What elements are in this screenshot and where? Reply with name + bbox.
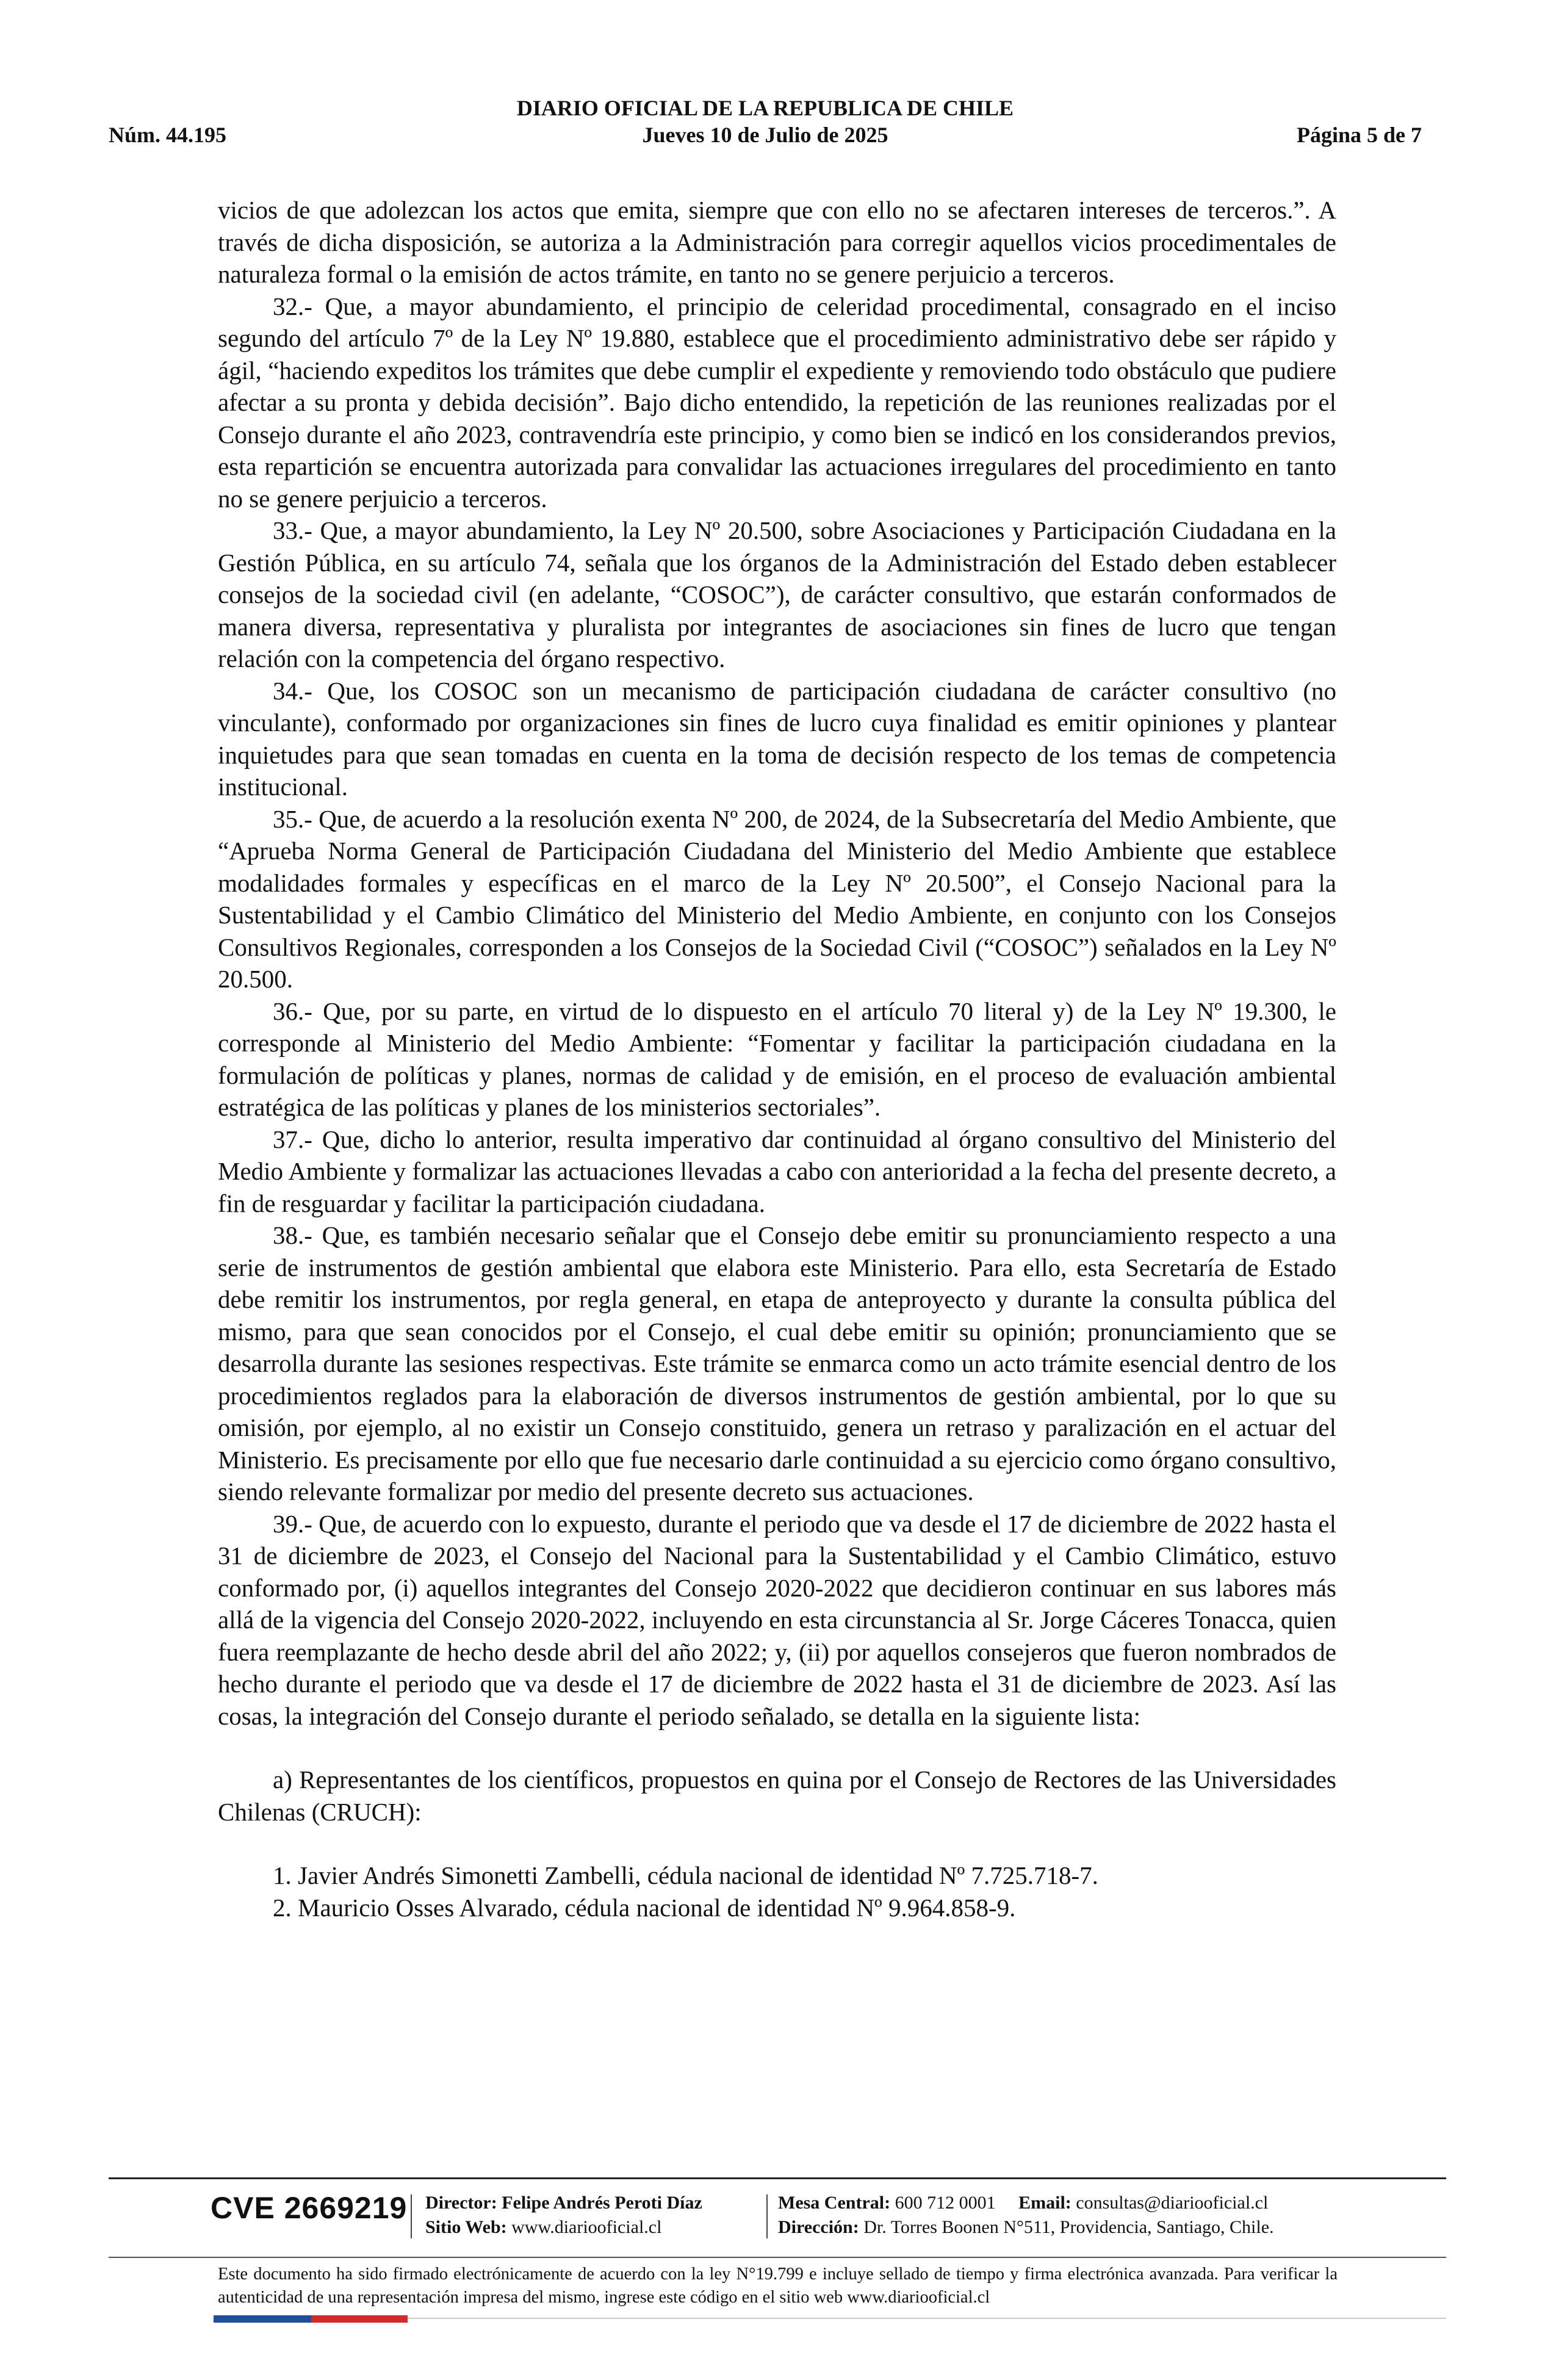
flag-red-segment <box>311 2315 408 2323</box>
director-name: Felipe Andrés Peroti Díaz <box>502 2193 702 2213</box>
paragraph-38: 38.- Que, es también necesario señalar que el Consejo debe emitir su pronunciamiento respecto a una serie de instrumentos de gestión ambiental que elabora este Ministerio. Para ello, esta Secretaría de Estado debe remitir los instrumentos, por regla general, en etapa de anteproyecto y durante la consulta pública del mismo, para que sean conocidos por el Consejo, el cual debe emitir su opinión; pronunciamiento que se desarrolla durante las sesiones respectivas. Este trámite se enmarca como un acto trámite esencial dentro de los procedimientos reglados para la elaboración de diversos instrumentos de gestión ambiental, por lo que su omisión, por ejemplo, al no existir un Consejo constituido, genera un retraso y paralización en el actuar del Ministerio. Es precisamente por ello que fue necesario darle continuidad a su ejercicio como órgano consultivo, siendo relevante formalizar por medio del presente decreto sus actuaciones. <box>218 1221 1336 1506</box>
website-link[interactable]: www.diariooficial.cl <box>511 2217 662 2237</box>
issue-number: Núm. 44.195 <box>109 123 227 147</box>
list-item: 1. Javier Andrés Simonetti Zambelli, cédula nacional de identidad Nº 7.725.718-7. <box>273 1861 1098 1889</box>
mesa-label: Mesa Central: <box>778 2193 891 2213</box>
document-body <box>218 194 1336 1924</box>
email-link[interactable]: consultas@diariooficial.cl <box>1076 2193 1269 2213</box>
paragraph-37: 37.- Que, dicho lo anterior, resulta imperativo dar continuidad al órgano consultivo del Ministerio del Medio Ambiente y formalizar las actuaciones llevadas a cabo con anterioridad a la fecha del presente decreto, a fin de resguardar y facilitar la participación ciudadana. <box>218 1125 1336 1217</box>
page-number: Página 5 de 7 <box>1296 123 1422 147</box>
footer-divider <box>109 2177 1446 2179</box>
paragraph-continued: vicios de que adolezcan los actos que emita, siempre que con ello no se afectaren intereses de terceros.”. A través de dicha disposición, se autoriza a la Administración para corregir aquellos vicios procedimentales de naturaleza formal o la emisión de actos trámite, en tanto no se genere perjuicio a terceros. <box>218 196 1336 288</box>
bottom-rule <box>408 2318 1446 2319</box>
flag-blue-segment <box>214 2315 311 2323</box>
footer-separator <box>766 2194 768 2238</box>
footer-divider-secondary <box>109 2257 1446 2258</box>
issue-date: Jueves 10 de Julio de 2025 <box>642 123 888 147</box>
paragraph-34: 34.- Que, los COSOC son un mecanismo de participación ciudadana de carácter consultivo (no vinculante), conformado por organizaciones sin fines de lucro cuya finalidad es emitir opiniones y plantear inquietudes para que sean tomadas en cuenta en la toma de decisión respecto de los temas de competencia institucional. <box>218 676 1336 801</box>
mesa-phone: 600 712 0001 <box>895 2193 996 2213</box>
paragraph-35: 35.- Que, de acuerdo a la resolución exenta Nº 200, de 2024, de la Subsecretaría del Medio Ambiente, que “Aprueba Norma General de Participación Ciudadana del Ministerio del Medio Ambiente que establece modalidades formales y específicas en el marco de la Ley Nº 20.500”, el Consejo Nacional para la Sustentabilidad y el Cambio Climático del Ministerio del Medio Ambiente, en conjunto con los Consejos Consultivos Regionales, corresponden a los Consejos de la Sociedad Civil (“COSOC”) señalados en la Ley Nº 20.500. <box>218 804 1336 993</box>
director-label: Director: <box>425 2193 497 2213</box>
paragraph-32: 32.- Que, a mayor abundamiento, el principio de celeridad procedimental, consagrado en el inciso segundo del artículo 7º de la Ley Nº 19.880, establece que el procedimiento administrativo debe ser rápido y ágil, “haciendo expeditos los trámites que debe cumplir el expediente y removiendo todo obstáculo que pudiere afectar a su pronta y debida decisión”. Bajo dicho entendido, la repetición de las reuniones realizadas por el Consejo durante el año 2023, contravendría este principio, y como bien se indicó en los considerandos previos, esta repartición se encuentra autorizada para convalidar las actuaciones irregulares del procedimiento en tanto no se genere perjuicio a terceros. <box>218 292 1336 513</box>
member-list <box>218 1859 1336 1924</box>
email-label: Email: <box>1018 2193 1072 2213</box>
page-header <box>109 90 1422 157</box>
signature-notice: Este documento ha sido firmado electrónicamente de acuerdo con la ley N°19.799 e incluye sellado de tiempo y firma electrónica avanzada. Para verificar la autenticidad de una representación impresa del mismo, ingrese este código en el sitio web www.diariooficial.cl <box>218 2265 1338 2307</box>
website-label: Sitio Web: <box>425 2217 507 2237</box>
address-label: Dirección: <box>778 2217 859 2237</box>
paragraph-a: a) Representantes de los científicos, propuestos en quina por el Consejo de Rectores de las Universidades Chilenas (CRUCH): <box>218 1765 1336 1826</box>
footer-separator <box>411 2194 412 2238</box>
address-value: Dr. Torres Boonen N°511, Providencia, Santiago, Chile. <box>863 2217 1274 2237</box>
cve-code: CVE 2669219 <box>211 2191 408 2225</box>
newspaper-title: DIARIO OFICIAL DE LA REPUBLICA DE CHILE <box>516 96 1014 120</box>
paragraph-33: 33.- Que, a mayor abundamiento, la Ley Nº 20.500, sobre Asociaciones y Participación Ciudadana en la Gestión Pública, en su artículo 74, señala que los órganos de la Administración del Estado deben establecer consejos de la sociedad civil (en adelante, “COSOC”), de carácter consultivo, que estarán conformados de manera diversa, representativa y pluralista por integrantes de asociaciones sin fines de lucro que tengan relación con la competencia del órgano respectivo. <box>218 516 1336 673</box>
paragraph-39: 39.- Que, de acuerdo con lo expuesto, durante el periodo que va desde el 17 de diciembre de 2022 hasta el 31 de diciembre de 2023, el Consejo del Nacional para la Sustentabilidad y el Cambio Climático, estuvo conformado por, (i) aquellos integrantes del Consejo 2020-2022 que decidieron continuar en sus labores más allá de la vigencia del Consejo 2020-2022, incluyendo en esta circunstancia al Sr. Jorge Cáceres Tonacca, quien fuera reemplazante de hecho desde abril del año 2022; y, (ii) por aquellos consejeros que fueron nombrados de hecho durante el periodo que va desde el 17 de diciembre de 2022 hasta el 31 de diciembre de 2023. Así las cosas, la integración del Consejo durante el periodo señalado, se detalla en la siguiente lista: <box>218 1509 1336 1730</box>
list-item: 2. Mauricio Osses Alvarado, cédula nacional de identidad Nº 9.964.858-9. <box>273 1893 1016 1922</box>
flag-color-bar <box>214 2315 408 2323</box>
footer-contact-block <box>778 2191 1274 2240</box>
footer-director-block <box>425 2191 702 2240</box>
paragraph-36: 36.- Que, por su parte, en virtud de lo dispuesto en el artículo 70 literal y) de la Ley Nº 19.300, le corresponde al Ministerio del Medio Ambiente: “Fomentar y facilitar la participación ciudadana en la formulación de políticas y planes, normas de calidad y de emisión, en el proceso de evaluación ambiental estratégica de las políticas y planes de los ministerios sectoriales”. <box>218 997 1336 1121</box>
